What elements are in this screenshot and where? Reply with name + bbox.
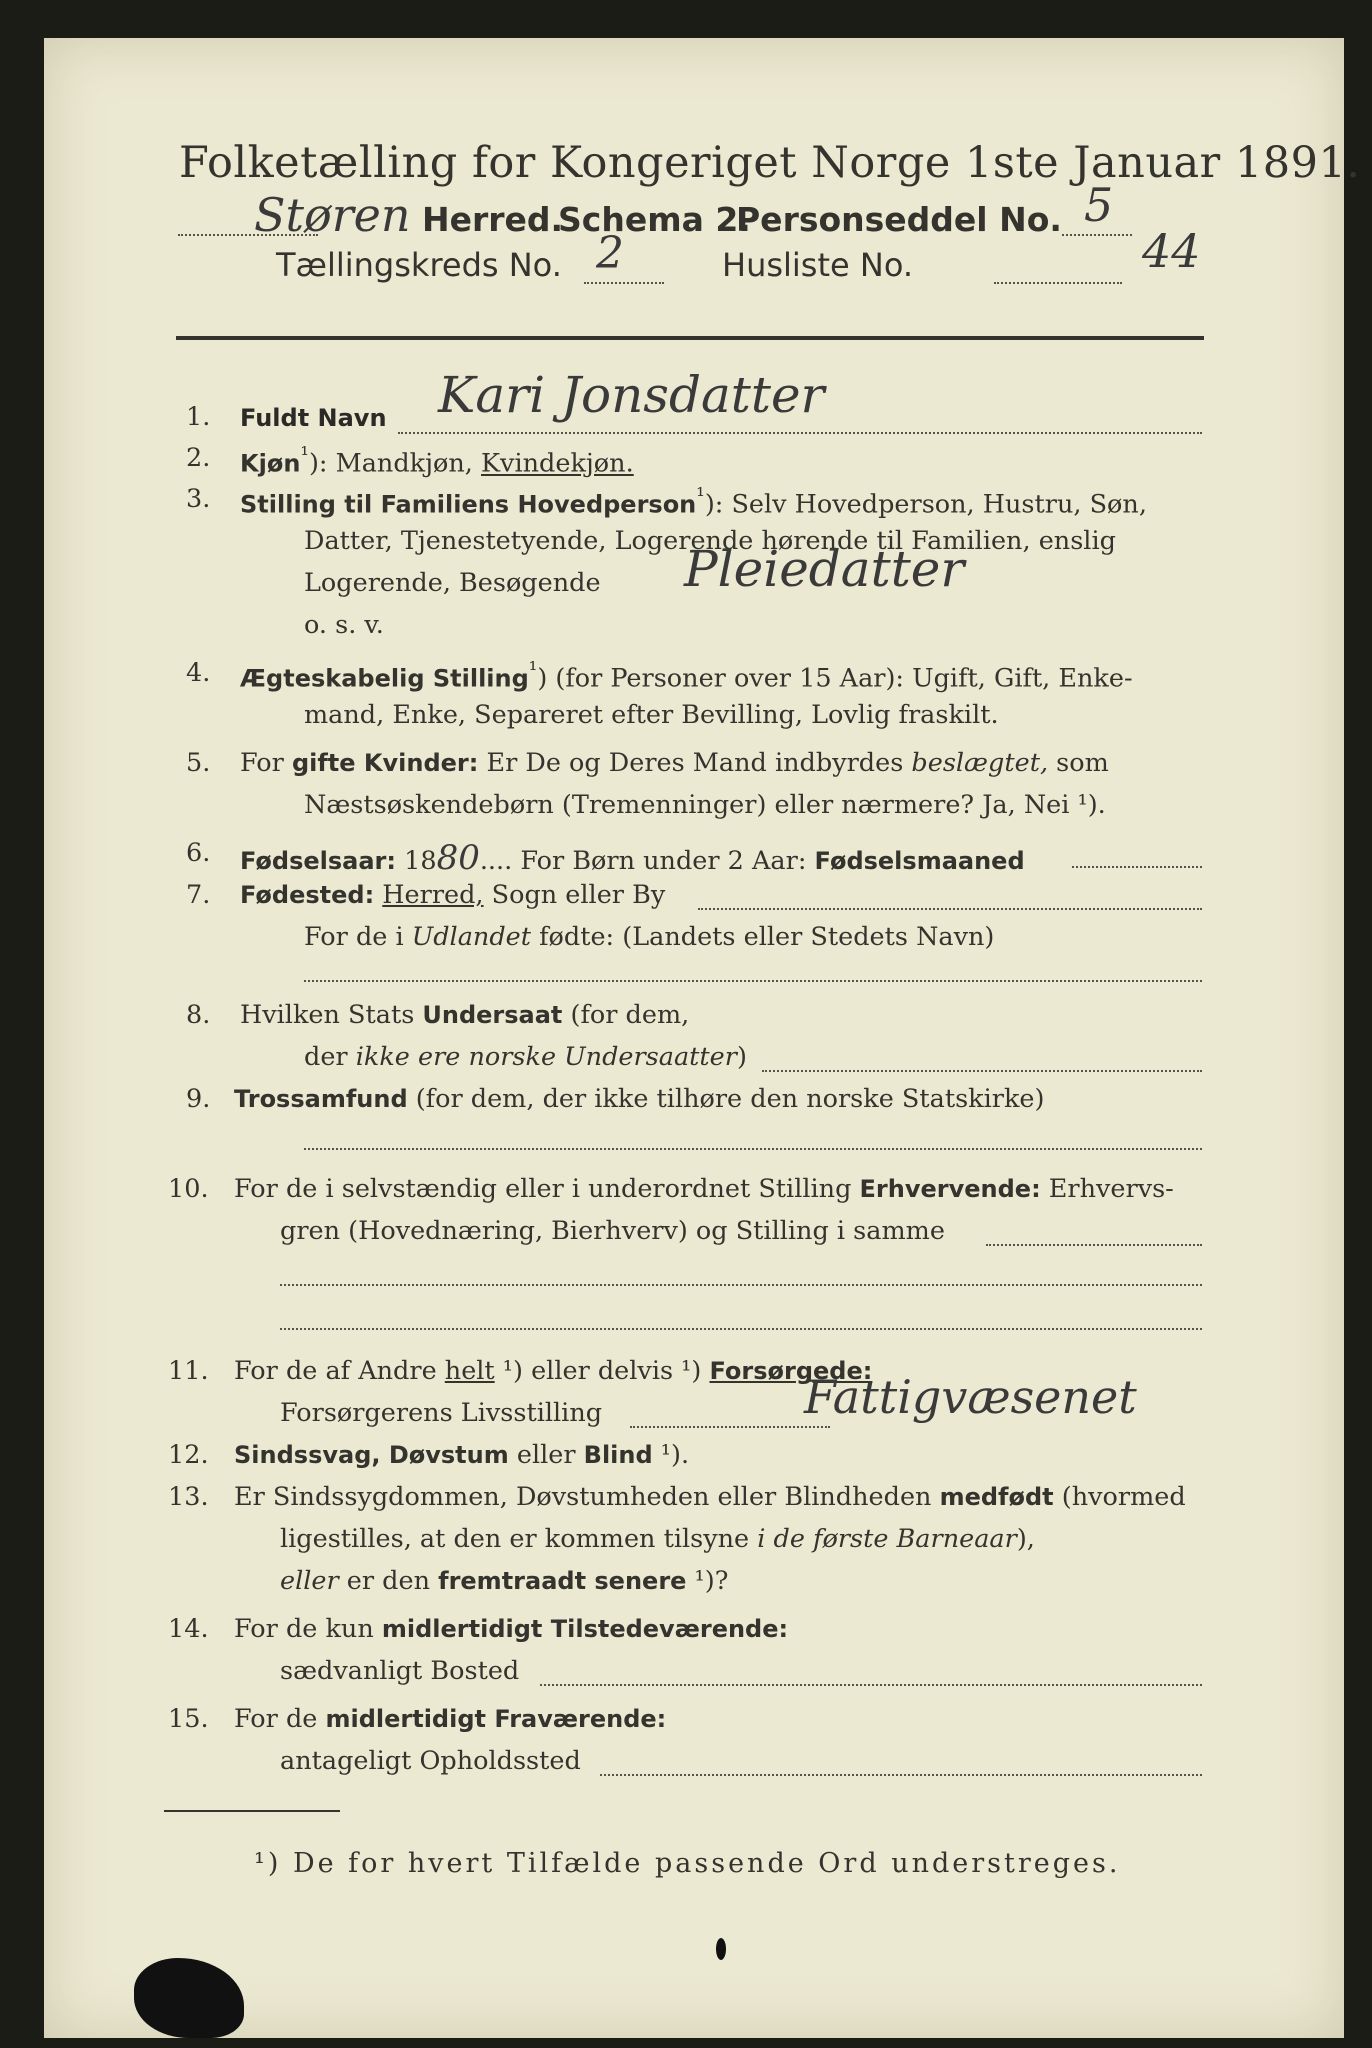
husliste-value: 44 — [1142, 224, 1201, 278]
herred-label: Herred. — [422, 200, 564, 239]
q3-line2: Datter, Tjenestetyende, Logerende hørende til Familien, enslig — [304, 526, 1116, 556]
q11-helt: helt — [444, 1356, 495, 1386]
q15-line1a: For de — [234, 1704, 326, 1734]
q6-prefix: 18 — [396, 846, 437, 876]
q6-label2: Fødselsmaaned — [814, 847, 1025, 875]
q14-number: 14. — [168, 1614, 209, 1644]
ink-blot — [134, 1958, 244, 2038]
q8-label: Undersaat — [422, 1001, 563, 1029]
q6-dots — [1072, 866, 1202, 868]
q5-number: 5. — [186, 748, 211, 778]
q13-number: 13. — [168, 1482, 209, 1512]
q8-line2 — [304, 1042, 747, 1072]
q15-dots — [600, 1774, 1202, 1776]
q12-line — [234, 1440, 689, 1470]
q13-line2b: ), — [1016, 1524, 1035, 1554]
q2-sup: ¹ — [300, 443, 309, 468]
form-title: Folketælling for Kongeriget Norge 1ste Januar 1891. — [179, 138, 1361, 188]
q13-line1 — [234, 1482, 1186, 1512]
q11-line2: Forsørgerens Livsstilling — [280, 1398, 603, 1428]
q14-line1a: For de kun — [234, 1614, 382, 1644]
q10-number: 10. — [168, 1174, 209, 1204]
q12-mid: eller — [508, 1440, 584, 1470]
q13-line3 — [280, 1566, 728, 1596]
q10-line1 — [234, 1174, 1174, 1204]
footnote: ¹) De for hvert Tilfælde passende Ord understreges. — [254, 1848, 1121, 1879]
q10-dots-2 — [280, 1284, 1202, 1286]
q7-line1 — [240, 880, 665, 910]
q5-line1-end: som — [1048, 748, 1109, 778]
q4-line1-rest: ) (for Personer over 15 Aar): Ugift, Gift, Enke- — [537, 663, 1133, 694]
q1-dots — [398, 432, 1202, 434]
personseddel-dots — [1062, 234, 1132, 236]
q12-number: 12. — [168, 1440, 209, 1470]
q15-line2: antageligt Opholdssted — [280, 1746, 581, 1776]
q3-number: 3. — [186, 484, 211, 514]
q6-rest: For Børn under 2 Aar: — [512, 846, 815, 876]
q11-line1 — [234, 1356, 872, 1386]
q7-dots — [698, 908, 1202, 910]
q10-dots-3 — [280, 1328, 1202, 1330]
q6-line: Fødselsaar: 1880.... For Børn under 2 Aar: Fødselsmaaned — [240, 838, 1025, 878]
q13-label2: fremtraadt senere — [438, 1567, 687, 1595]
q12-label2: Blind — [583, 1441, 653, 1469]
q7-rest: Sogn eller By — [483, 880, 666, 910]
q5-line1-rest: Er De og Deres Mand indbyrdes — [478, 748, 912, 778]
q5-line1 — [240, 748, 1109, 778]
husliste-dots — [994, 282, 1122, 284]
q6-value: 80 — [436, 838, 480, 878]
q8-line1 — [240, 1000, 689, 1030]
q11-value: Fattigvæsenet — [804, 1370, 1137, 1424]
q15-number: 15. — [168, 1704, 209, 1734]
q7-line2 — [304, 922, 994, 952]
q7-herred: Herred, — [382, 880, 484, 910]
footnote-rule — [164, 1810, 340, 1812]
q10-line2: gren (Hovednæring, Bierhverv) og Stilling i samme — [280, 1216, 945, 1246]
q14-dots — [540, 1684, 1202, 1686]
q7-line2a: For de i — [304, 922, 412, 952]
q3-line3: Logerende, Besøgende — [304, 568, 601, 598]
q13-label: medfødt — [939, 1483, 1054, 1511]
q10-line1b: Erhvervs- — [1040, 1174, 1174, 1204]
q7-number: 7. — [186, 880, 211, 910]
q2-label: Kjøn — [240, 449, 301, 478]
husliste-label: Husliste No. — [722, 246, 913, 284]
q14-label: midlertidigt Tilstedeværende: — [381, 1615, 789, 1643]
q7-udlandet: Udlandet — [411, 922, 531, 952]
q10-dots-1 — [986, 1244, 1202, 1246]
q14-line1 — [234, 1614, 788, 1644]
q11-line1b: ¹) eller delvis ¹) — [494, 1356, 710, 1386]
q1-number: 1. — [186, 402, 211, 432]
q11-label: Forsørgede: — [709, 1357, 873, 1385]
q11-line1a: For de af Andre — [234, 1356, 445, 1386]
q13-eller: eller — [280, 1566, 339, 1596]
q3-value: Pleiedatter — [684, 540, 965, 598]
herred-value: Støren — [254, 188, 411, 242]
q7-label: Fødested: — [240, 881, 375, 909]
kreds-label: Tællingskreds No. — [276, 246, 562, 284]
q12-rest: ¹). — [652, 1440, 690, 1470]
q10-label: Erhvervende: — [859, 1175, 1041, 1203]
q9-label: Trossamfund — [234, 1085, 408, 1113]
q8-line2b: ) — [736, 1042, 747, 1072]
q8-line1b: (for dem, — [562, 1000, 690, 1030]
q11-number: 11. — [168, 1356, 209, 1386]
q9-dots — [304, 1148, 1202, 1150]
q9-rest: (for dem, der ikke tilhøre den norske Statskirke) — [407, 1084, 1045, 1114]
q2-kvindekjon: Kvindekjøn. — [481, 448, 634, 479]
q13-line2 — [280, 1524, 1035, 1554]
q1-label: Fuldt Navn — [240, 404, 387, 432]
personseddel-value: 5 — [1084, 178, 1114, 232]
q10-line1a: For de i selvstændig eller i underordnet Stilling — [234, 1174, 860, 1204]
schema-label: Schema 2. — [558, 200, 751, 239]
q4-line2: mand, Enke, Separeret efter Bevilling, Lovlig fraskilt. — [304, 700, 999, 730]
q4-label: Ægteskabelig Stilling — [240, 664, 529, 693]
q11-dots — [630, 1426, 830, 1428]
q5-italic: beslægtet, — [911, 748, 1049, 778]
q2-text-a: ): Mandkjøn, — [308, 448, 481, 479]
q2-number: 2. — [186, 443, 211, 473]
q1-value: Kari Jonsdatter — [438, 366, 825, 424]
q3-line1: Stilling til Familiens Hovedperson$^{^1}$): Selv Hovedperson, Hustru, Søn, — [240, 484, 1147, 520]
q4-line1: Ægteskabelig Stilling$^{^1}$) (for Personer over 15 Aar): Ugift, Gift, Enke- — [240, 658, 1133, 694]
q5-label: gifte Kvinder: — [291, 749, 479, 777]
q13-line2a: ligestilles, at den er kommen tilsyne — [280, 1524, 758, 1554]
q13-line3a: er den — [338, 1566, 439, 1596]
kreds-dots — [584, 282, 664, 284]
q6-number: 6. — [186, 838, 211, 868]
q3-line4: o. s. v. — [304, 610, 384, 640]
q13-line1a: Er Sindssygdommen, Døvstumheden eller Blindheden — [234, 1482, 940, 1512]
personseddel-label: Personseddel No. — [736, 200, 1062, 239]
q2-text — [240, 443, 634, 479]
q8-italic: ikke ere norske Undersaatter — [355, 1042, 737, 1072]
q13-line1b: (hvormed — [1053, 1482, 1186, 1512]
q3-label: Stilling til Familiens Hovedperson — [240, 490, 697, 519]
q14-line2: sædvanligt Bosted — [280, 1656, 520, 1686]
q9-number: 9. — [186, 1084, 211, 1114]
q5-pre: For — [240, 748, 292, 778]
q13-italic: i de første Barneaar — [757, 1524, 1017, 1554]
q13-line3b: ¹)? — [686, 1566, 729, 1596]
q5-line2: Næstsøskendebørn (Tremenninger) eller nærmere? Ja, Nei ¹). — [304, 790, 1106, 820]
q4-number: 4. — [186, 658, 211, 688]
q3-line1-rest: ): Selv Hovedperson, Hustru, Søn, — [704, 489, 1147, 520]
q8-line1a: Hvilken Stats — [240, 1000, 423, 1030]
q8-number: 8. — [186, 1000, 211, 1030]
q12-label: Sindssvag, Døvstum — [234, 1441, 509, 1469]
q8-line2a: der — [304, 1042, 356, 1072]
q7-dots-2 — [304, 980, 1202, 982]
q9-line — [234, 1084, 1044, 1114]
q15-label: midlertidigt Fraværende: — [325, 1705, 667, 1733]
kreds-value: 2 — [596, 228, 624, 279]
ink-mark — [716, 1938, 726, 1960]
q15-line1 — [234, 1704, 666, 1734]
census-form-sheet — [44, 38, 1361, 2038]
q6-label: Fødselsaar: — [240, 847, 396, 875]
q8-dots — [762, 1070, 1202, 1072]
q7-line2b: fødte: (Landets eller Stedets Navn) — [531, 922, 995, 952]
header-rule — [176, 336, 1204, 340]
